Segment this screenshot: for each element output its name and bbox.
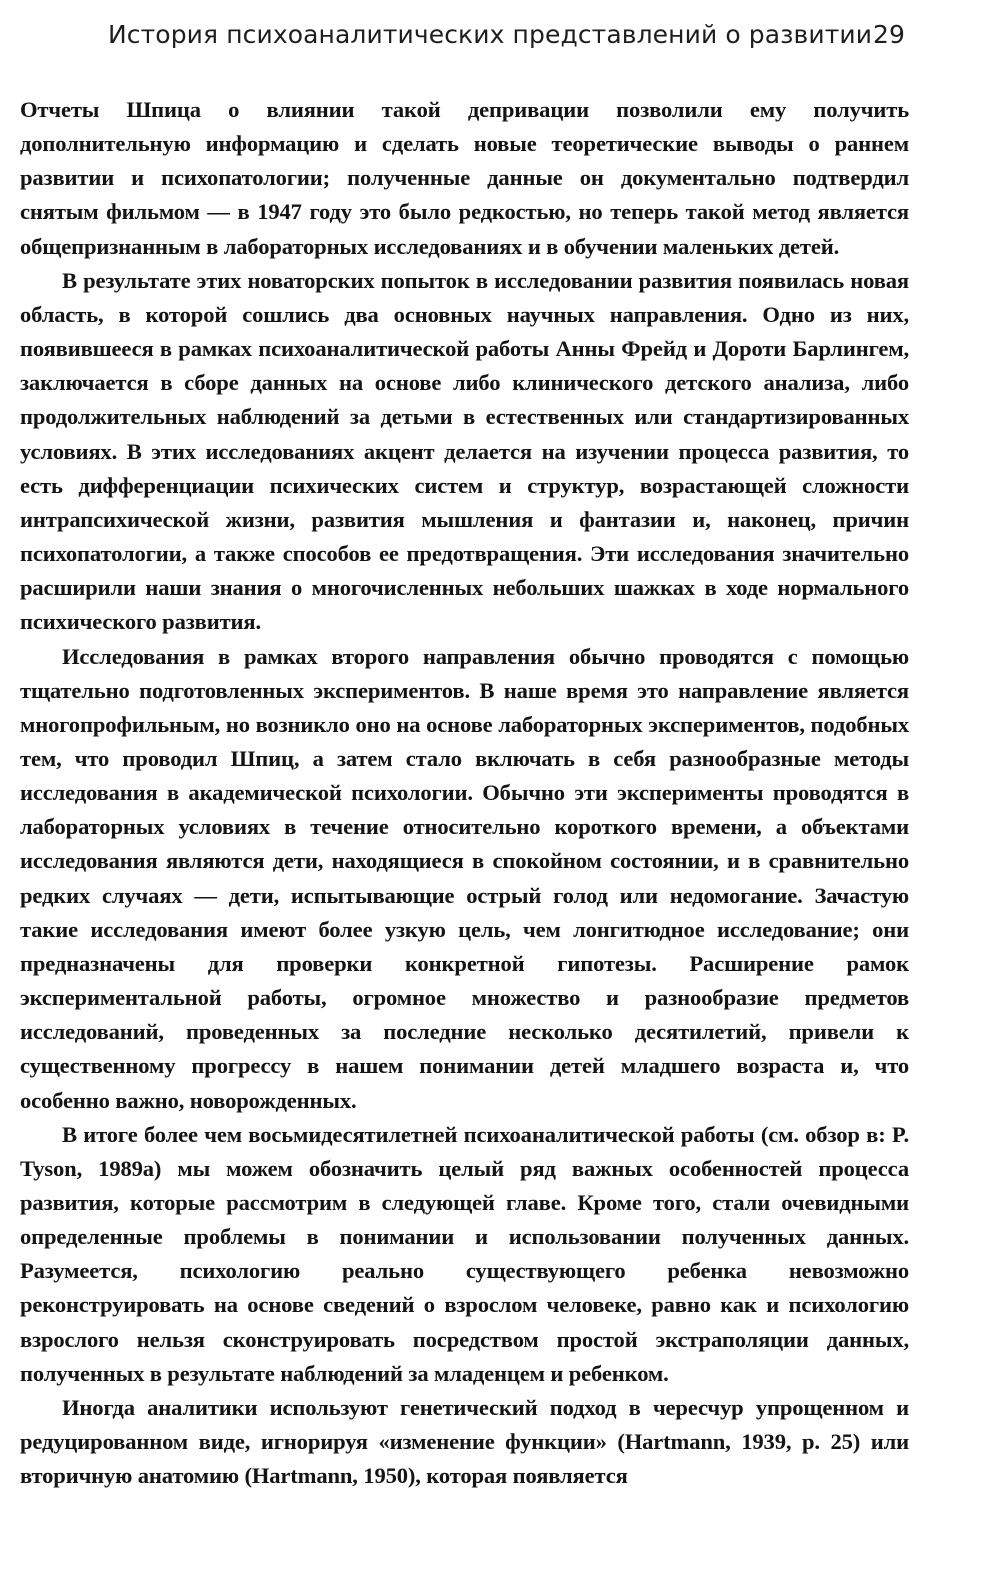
chapter-title: История психоаналитических представлений о развитии bbox=[108, 20, 873, 49]
page-number: 29 bbox=[872, 20, 905, 49]
paragraph-1: Отчеты Шпица о влиянии такой депривации позволили ему получить дополнительную информацию и сделать новые теоретические выводы о раннем развитии и психопатологии; полученные данные он документально подтвердил снятым фильмом — в 1947 году это было редкостью, но теперь такой метод является общепризнанным в лабораторных исследованиях и в обучении маленьких детей. bbox=[20, 97, 909, 259]
paragraph-5: Иногда аналитики используют генетический подход в чересчур упрощенном и редуцированном виде, игнорируя «изменение функции» (Hartmann, 1939, p. 25) или вторичную анатомию (Hartmann, 1950), которая появляется bbox=[20, 1394, 909, 1489]
paragraph-2: В результате этих новаторских попыток в исследовании развития появилась новая область, в которой сошлись два основных научных направления. Одно из них, появившееся в рамках психоаналитической работы Анны Фрейд и Дороти Барлингем, заключается в сборе данных на основе либо клинического детского анализа, либо продолжительных наблюдений за детьми в естественных или стандартизированных условиях. В этих исследованиях акцент делается на изучении процесса развития, то есть дифференциации психических систем и структур, возрастающей сложности интрапсихической жизни, развития мышления и фантазии и, наконец, причин психопатологии, а также способов ее предотвращения. Эти исследования значительно расширили наши знания о многочисленных небольших шажках в ходе нормального психического развития. bbox=[20, 267, 909, 635]
paragraph-4: В итоге более чем восьмидесятилетней психоаналитической работы (см. обзор в: P. Tyson, 1989a) мы можем обозначить целый ряд важных особенностей процесса развития, которые рассмотрим в следующей главе. Кроме того, стали очевидными определенные проблемы в понимании и использовании полученных данных. Разумеется, психологию реально существующего ребенка невозможно реконструировать на основе сведений о взрослом человеке, равно как и психологию взрослого нельзя сконструировать посредством простой экстраполяции данных, полученных в результате наблюдений за младенцем и ребенком. bbox=[20, 1121, 909, 1386]
paragraph-3: Исследования в рамках второго направления обычно проводятся с помощью тщательно подготовленных экспериментов. В наше время это направление является многопрофильным, но возникло оно на основе лабораторных экспериментов, подобных тем, что проводил Шпиц, а затем стало включать в себя разнообразные методы исследования в академической психологии. Обычно эти эксперименты проводятся в лабораторных условиях в течение относительно короткого времени, а объектами исследования являются дети, находящиеся в спокойном состоянии, и в сравнительно редких случаях — дети, испытывающие острый голод или недомогание. Зачастую такие исследования имеют более узкую цель, чем лонгитюдное исследование; они предназначены для проверки конкретной гипотезы. Расширение рамок экспериментальной работы, огромное множество и разнообразие предметов исследований, проведенных за последние несколько десятилетий, привели к существенному прогрессу в нашем понимании детей младшего возраста и, что особенно важно, новорожденных. bbox=[20, 643, 909, 1113]
running-header bbox=[108, 20, 905, 49]
body-text bbox=[20, 93, 909, 1493]
